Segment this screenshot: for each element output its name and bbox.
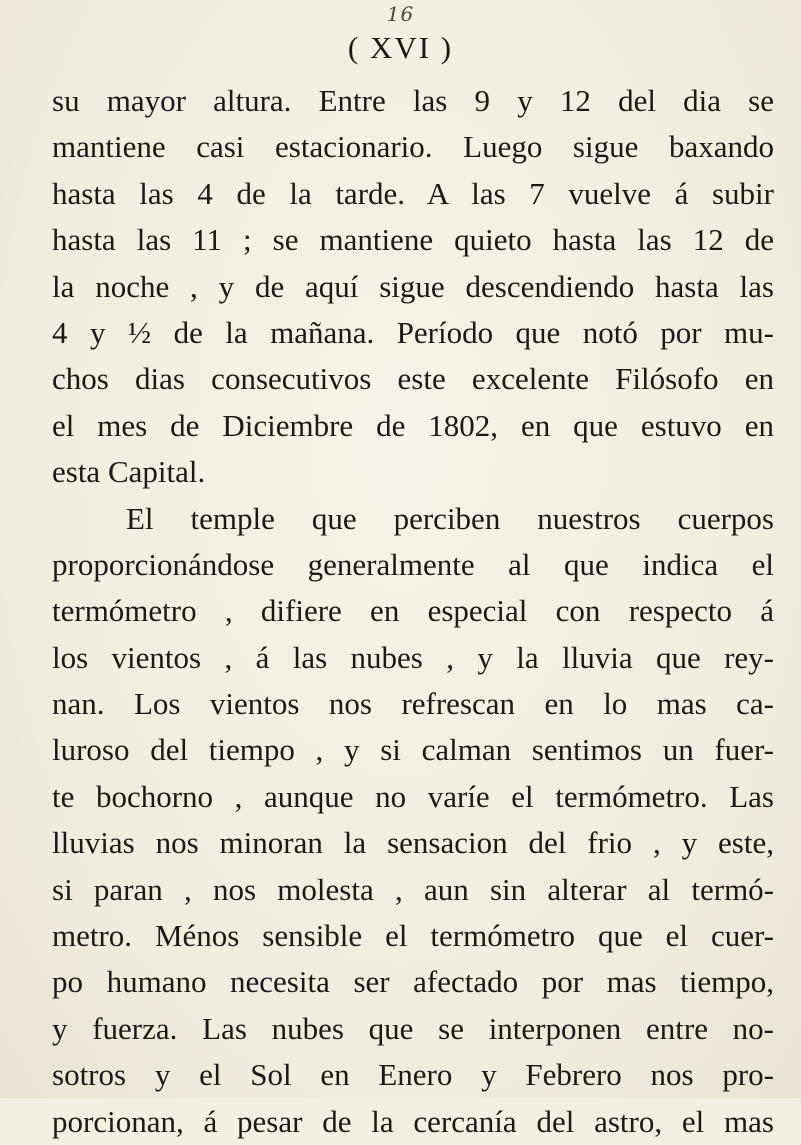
text-line: po humano necesita ser afectado por mas tiempo, [52,964,774,1000]
text-line: hasta las 4 de la tarde. A las 7 vuelve á subir [52,175,774,211]
body-text [52,78,774,1145]
text-line: sotros y el Sol en Enero y Febrero nos pro- [52,1057,774,1093]
paragraph-start-line: El temple que perciben nuestros cuerpos [126,500,774,536]
text-line: y fuerza. Las nubes que se interponen entre no- [52,1010,774,1046]
page-number: ( XVI ) [347,30,454,65]
text-line: termómetro , difiere en especial con respecto á [52,593,774,629]
text-line: si paran , nos molesta , aun sin alterar al termó- [52,871,774,907]
text-line: hasta las 11 ; se mantiene quieto hasta las 12 de [52,222,774,258]
text-line: los vientos , á las nubes , y la lluvia que rey- [52,639,774,675]
text-line: lluvias nos minoran la sensacion del frio , y este, [52,825,774,861]
paragraph-end-line: esta Capital. [52,454,206,490]
text-line: mantiene casi estacionario. Luego sigue baxando [52,129,774,165]
text-line: nan. Los vientos nos refrescan en lo mas ca- [52,686,774,722]
handwritten-page-mark: 16 [386,2,415,26]
text-line: te bochorno , aunque no varíe el termómetro. Las [52,778,774,814]
text-line: metro. Ménos sensible el termómetro que el cuer- [52,918,774,954]
text-line: proporcionándose generalmente al que indica el [52,546,774,582]
text-line: el mes de Diciembre de 1802, en que estuvo en [52,407,774,443]
text-line: la noche , y de aquí sigue descendiendo hasta las [52,268,774,304]
text-line: luroso del tiempo , y si calman sentimos un fuer- [52,732,774,768]
text-line: porcionan, á pesar de la cercanía del astro, el mas [52,1103,774,1139]
text-line: chos dias consecutivos este excelente Filósofo en [52,361,774,397]
text-line: su mayor altura. Entre las 9 y 12 del dia se [52,83,774,118]
text-line: 4 y ½ de la mañana. Período que notó por mu- [52,314,774,350]
